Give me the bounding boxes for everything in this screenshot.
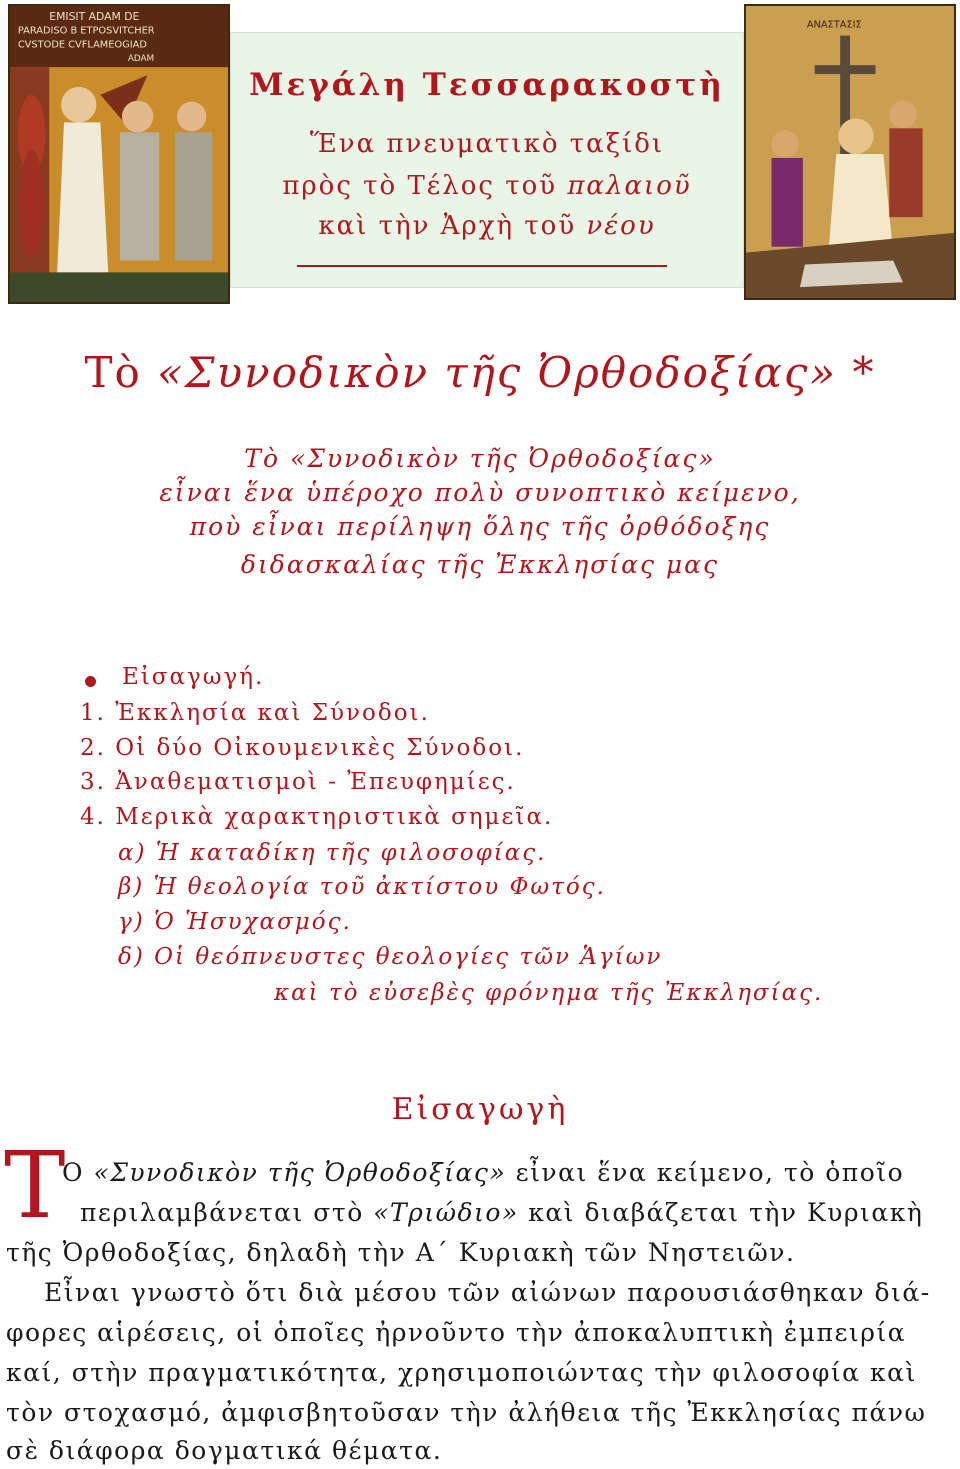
body-line2-end: καὶ διαβάζεται τὴν Κυριακὴ	[518, 1198, 924, 1227]
body-line1-italic: «Συνοδικὸν τῆς Ὀρθοδοξίας»	[93, 1158, 507, 1187]
body-line-2	[80, 1198, 923, 1227]
toc-subitem-c[interactable]: γ) Ὁ Ἡσυχασμός.	[118, 909, 352, 935]
bullet-icon	[85, 676, 96, 687]
drop-cap: Τ	[4, 1132, 66, 1239]
abstract-line2: εἶναι ἕνα ὑπέροχο πολὺ συνοπτικὸ κείμενο,	[159, 478, 801, 507]
body-line1-end: εἶναι ἕνα κείμενο, τὸ ὁποῖο	[506, 1158, 905, 1187]
body-paragraph2-line2: φορες αἱρέσεις, οἱ ὁποῖες ἠρνοῦντο τὴν ἀποκαλυπτικὴ ἐμπειρία	[6, 1318, 907, 1347]
toc-subitem-d-continued[interactable]: καὶ τὸ εὐσεβὲς φρόνημα τῆς Ἐκκλησίας.	[274, 980, 824, 1006]
mosaic-caption-4: ADAM	[127, 54, 155, 65]
resurrection-icon-image	[744, 4, 956, 300]
body-line1-start: Ο	[62, 1158, 94, 1187]
title-asterisk: *	[837, 348, 876, 397]
mosaic-caption-2: PARADISO B ETPOSVITCHER	[17, 25, 155, 37]
document-title	[0, 348, 960, 397]
series-title: Μεγάλη Τεσσαρακοστὴ	[249, 67, 725, 103]
toc-item-3[interactable]: 3. Ἀναθεματισμοὶ - Ἐπευφημίες.	[80, 769, 516, 795]
body-paragraph2-line4: τὸν στοχασμό, ἀμφισβητοῦσαν τὴν ἀλήθεια τῆς Ἐκκλησίας πάνω	[6, 1398, 927, 1427]
subtitle-line2-text: πρὸς τὸ Τέλος τοῦ	[282, 171, 568, 201]
body-paragraph2-line1: Εἶναι γνωστὸ ὅτι διὰ μέσου τῶν αἰώνων παρουσιάσθηκαν διά-	[44, 1278, 931, 1307]
body-paragraph2-line3: καί, στὴν πραγματικότητα, χρησιμοποιώντας τὴν φιλοσοφία καὶ	[6, 1358, 917, 1387]
title-prefix: Τὸ	[84, 348, 158, 397]
mosaic-caption-3: CVSTODE CVFLAMEOGIAD	[17, 39, 147, 51]
mosaic-caption-1: EMISIT ADAM DE	[49, 9, 140, 23]
section-heading: Εἰσαγωγὴ	[391, 1092, 569, 1127]
body-line2-start: περιλαμβάνεται στὸ	[80, 1198, 374, 1227]
title-italic: «Συνοδικὸν τῆς Ὀρθοδοξίας»	[157, 348, 838, 397]
toc-subitem-b[interactable]: β) Ἡ θεολογία τοῦ ἀκτίστου Φωτός.	[118, 874, 606, 900]
body-line-3: τῆς Ὀρθοδοξίας, δηλαδὴ τὴν Α΄ Κυριακὴ τῶν Νηστειῶν.	[6, 1238, 796, 1267]
expulsion-mosaic-image	[8, 4, 230, 304]
toc-introduction[interactable]: Εἰσαγωγή.	[122, 664, 265, 690]
series-subtitle-line1: Ἕνα πνευματικὸ ταξίδι	[309, 129, 665, 159]
toc-item-4[interactable]: 4. Μερικὰ χαρακτηριστικὰ σημεῖα.	[80, 804, 554, 830]
toc-item-1[interactable]: 1. Ἐκκλησία καὶ Σύνοδοι.	[80, 700, 430, 726]
abstract-line1: Τὸ «Συνοδικὸν τῆς Ὀρθοδοξίας»	[244, 444, 716, 473]
toc-subitem-d[interactable]: δ) Οἱ θεόπνευστες θεολογίες τῶν Ἁγίων	[118, 944, 663, 970]
abstract-line4: διδασκαλίας τῆς Ἐκκλησίας μας	[240, 550, 720, 579]
series-subtitle-line2	[231, 171, 743, 201]
subtitle-line2-italic: παλαιοῦ	[567, 171, 692, 201]
toc-item-2[interactable]: 2. Οἱ δύο Οἰκουμενικὲς Σύνοδοι.	[80, 735, 525, 761]
series-subtitle-line3	[231, 211, 743, 241]
subtitle-line3-text: καὶ τὴν Ἀρχὴ τοῦ	[318, 211, 587, 241]
toc-subitem-a[interactable]: α) Ἡ καταδίκη τῆς φιλοσοφίας.	[118, 840, 547, 866]
body-paragraph2-line5: σὲ διάφορα δογματικά θέματα.	[6, 1436, 443, 1465]
panel-divider	[297, 265, 667, 267]
body-line-1	[62, 1158, 904, 1187]
body-line2-italic: «Τριώδιο»	[373, 1198, 519, 1227]
icon-caption: ΑΝΑΣΤΑΣΙΣ	[806, 19, 862, 31]
series-header-panel	[230, 32, 744, 288]
abstract-line3: ποὺ εἶναι περίληψη ὅλης τῆς ὀρθόδοξης	[189, 512, 771, 541]
subtitle-line3-italic: νέου	[586, 211, 656, 241]
